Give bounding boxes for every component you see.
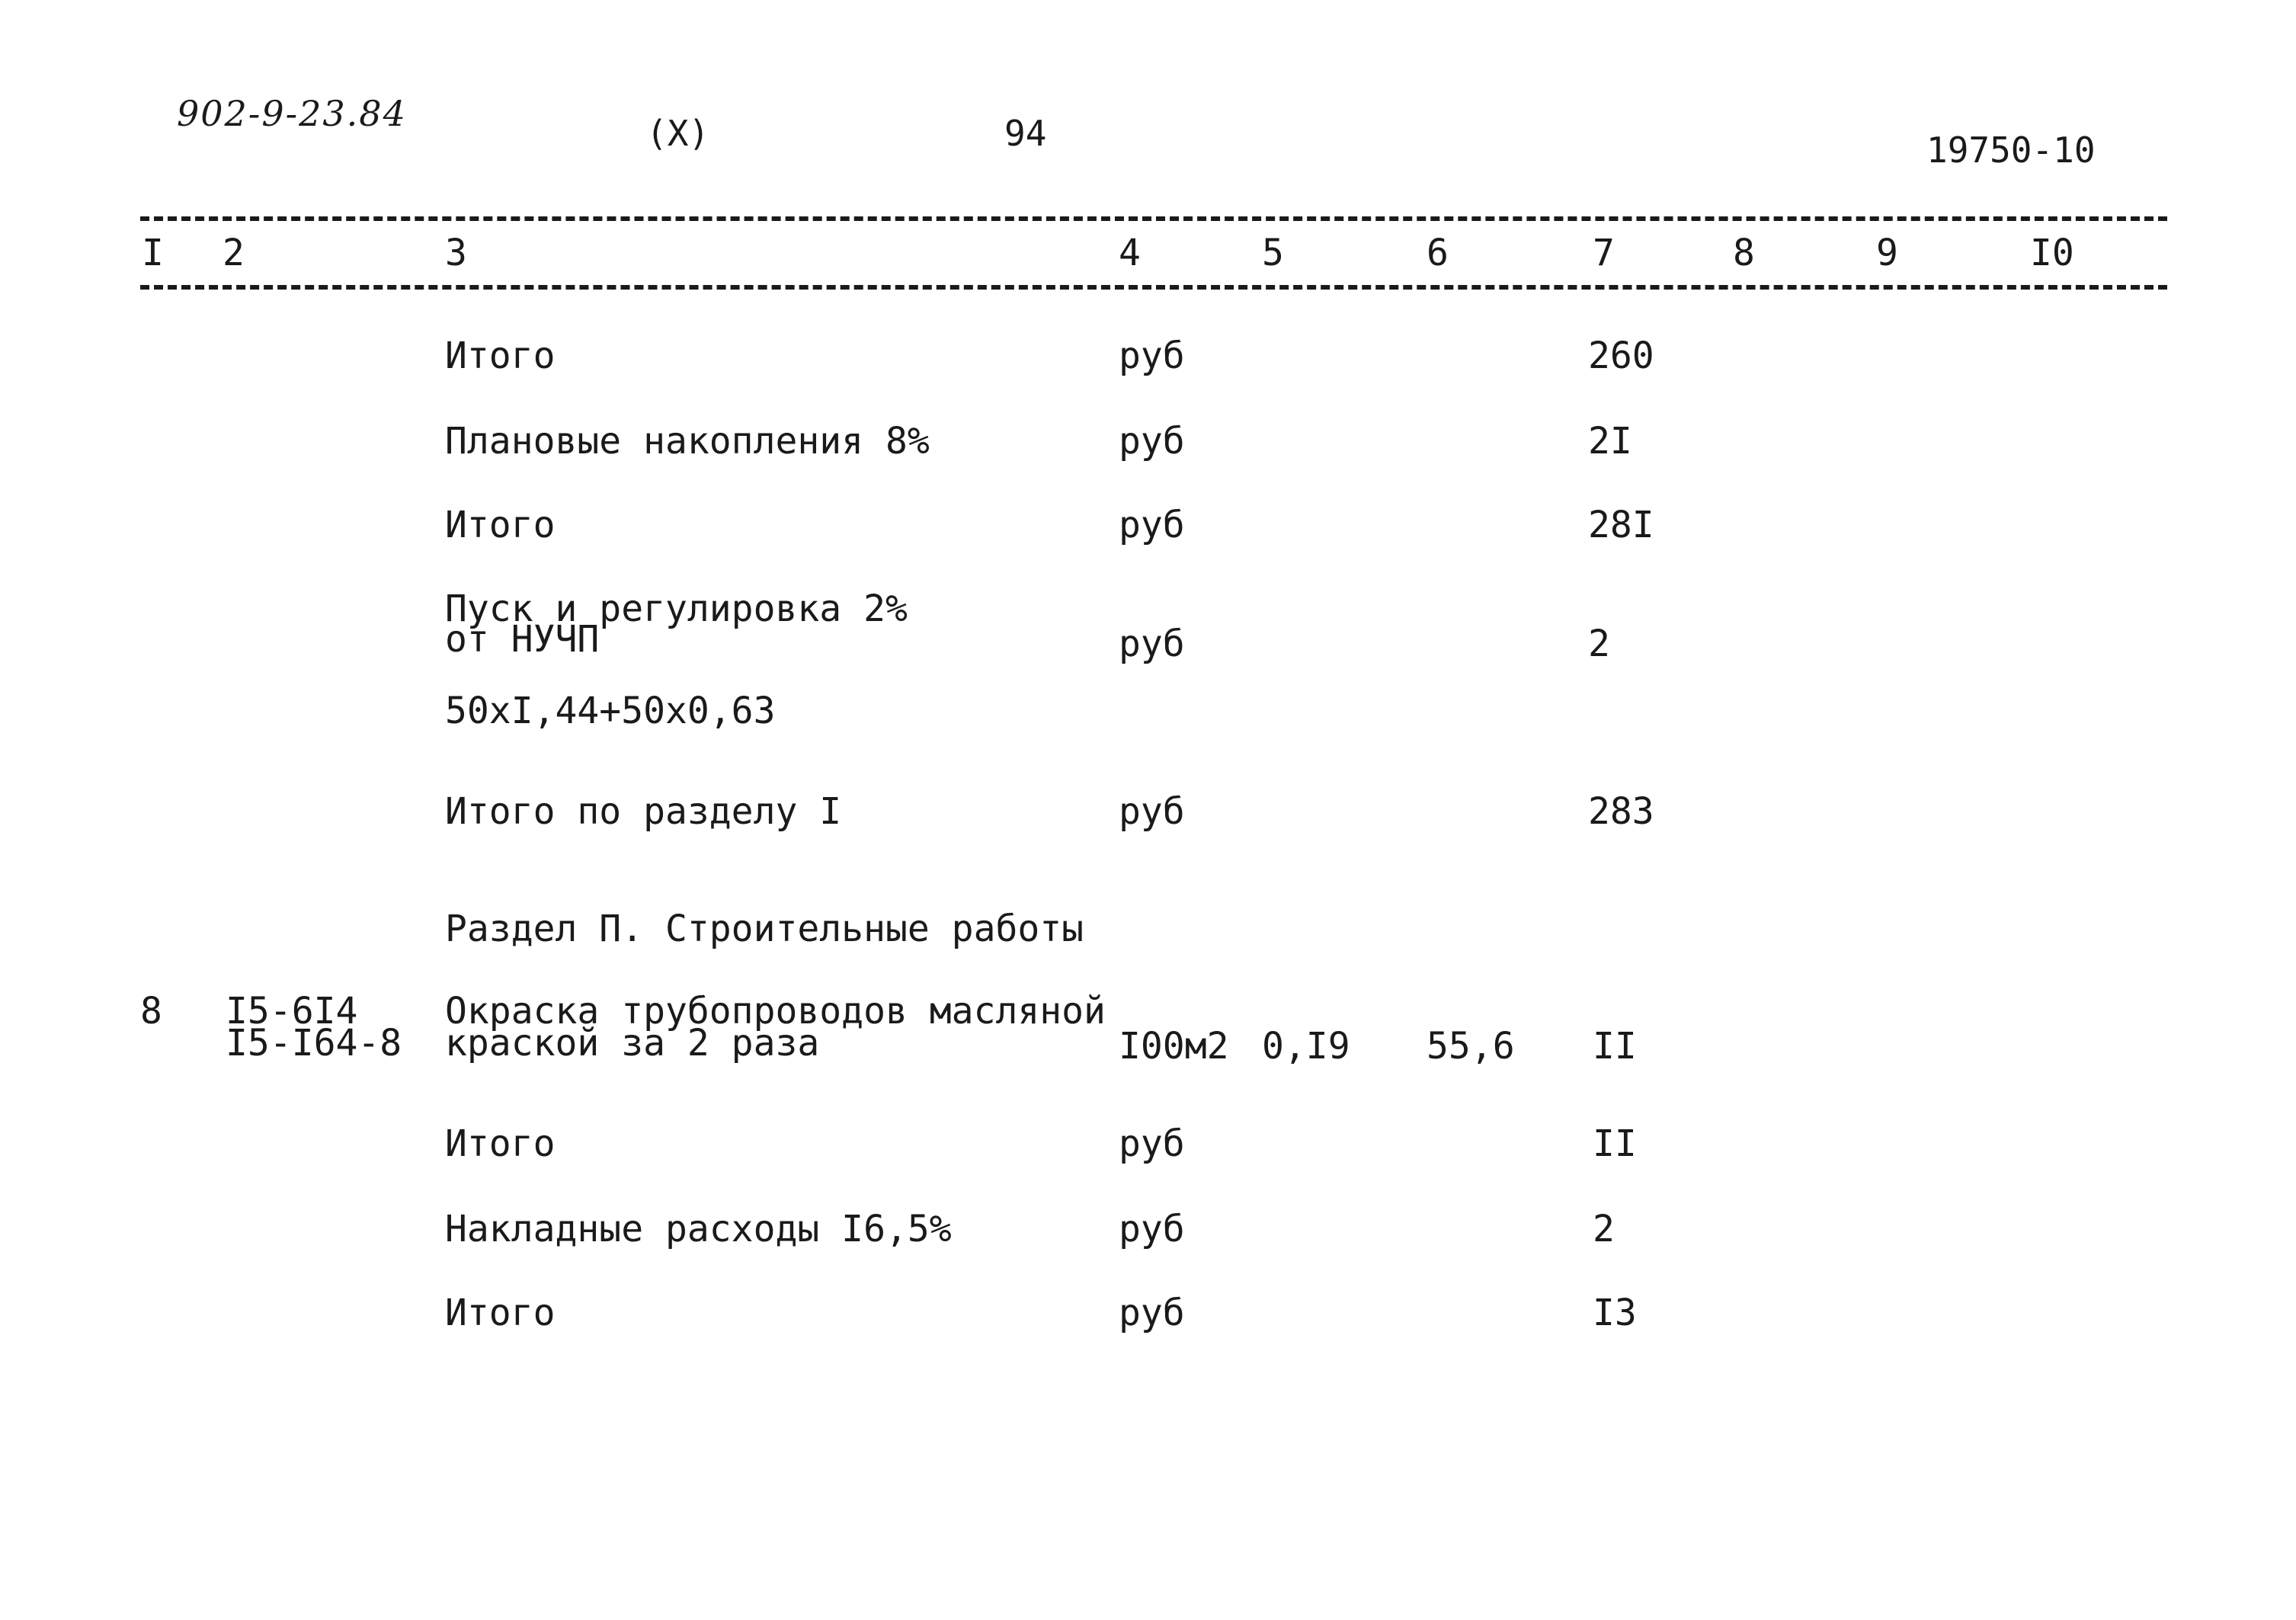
section-mark: (X) <box>646 113 710 154</box>
calculation-note: 50xI,44+50x0,63 <box>445 690 776 732</box>
row-unit: руб <box>1119 1292 1185 1334</box>
row-name: Окраска трубопроводов масляной <box>445 990 1106 1033</box>
row-unit: I00м2 <box>1119 1025 1229 1068</box>
row-name: Итого <box>445 1292 556 1334</box>
header-top-rule <box>140 216 2167 221</box>
row-name: Пуск и регулировка 2% <box>445 587 908 630</box>
row-cost: 260 <box>1588 335 1654 377</box>
sheet-number: 19750-10 <box>1926 130 2096 171</box>
row-name: Итого по разделу I <box>445 790 842 833</box>
row-unit: руб <box>1119 1208 1185 1250</box>
section-heading: Раздел П. Строительные работы <box>445 908 1084 950</box>
row-unit: руб <box>1119 504 1185 546</box>
row-unit: руб <box>1119 420 1185 463</box>
column-number: 6 <box>1427 232 1449 274</box>
column-number: 8 <box>1733 232 1755 274</box>
row-name: Плановые накопления 8% <box>445 420 930 463</box>
row-unit: руб <box>1119 790 1185 833</box>
row-cost: 2 <box>1588 623 1610 665</box>
column-number: 7 <box>1593 232 1615 274</box>
column-number: I0 <box>2030 232 2074 274</box>
row-name: Накладные расходы I6,5% <box>445 1208 952 1250</box>
column-number: 4 <box>1119 232 1141 274</box>
column-number: 5 <box>1262 232 1284 274</box>
row-cost: 283 <box>1588 790 1654 833</box>
row-cost: II <box>1593 1025 1637 1068</box>
page-number: 94 <box>1004 113 1047 154</box>
row-name: Итого <box>445 504 556 546</box>
row-code: I5-6I4 <box>226 990 358 1033</box>
row-cost: 28I <box>1588 504 1654 546</box>
row-code-continued: I5-I64-8 <box>226 1022 402 1065</box>
document-code: 902-9-23.84 <box>177 93 407 134</box>
row-cost: I3 <box>1593 1292 1637 1334</box>
row-name: Итого <box>445 335 556 377</box>
row-name: Итого <box>445 1122 556 1165</box>
row-number: 8 <box>140 990 162 1033</box>
row-cost: 2 <box>1593 1208 1615 1250</box>
column-number: I <box>142 232 164 274</box>
header-bottom-rule <box>140 285 2167 290</box>
row-name-continued: краской за 2 раза <box>445 1022 820 1065</box>
column-number: 3 <box>445 232 467 274</box>
row-cost: II <box>1593 1122 1637 1165</box>
row-quantity: 0,I9 <box>1262 1025 1350 1068</box>
row-unit: руб <box>1119 1122 1185 1165</box>
column-number: 2 <box>223 232 245 274</box>
row-cost: 2I <box>1588 420 1632 463</box>
row-unit: руб <box>1119 335 1185 377</box>
row-unit-price: 55,6 <box>1427 1025 1515 1068</box>
row-name-continued: от НУЧП <box>445 618 600 661</box>
row-unit: руб <box>1119 623 1185 665</box>
column-number: 9 <box>1876 232 1898 274</box>
